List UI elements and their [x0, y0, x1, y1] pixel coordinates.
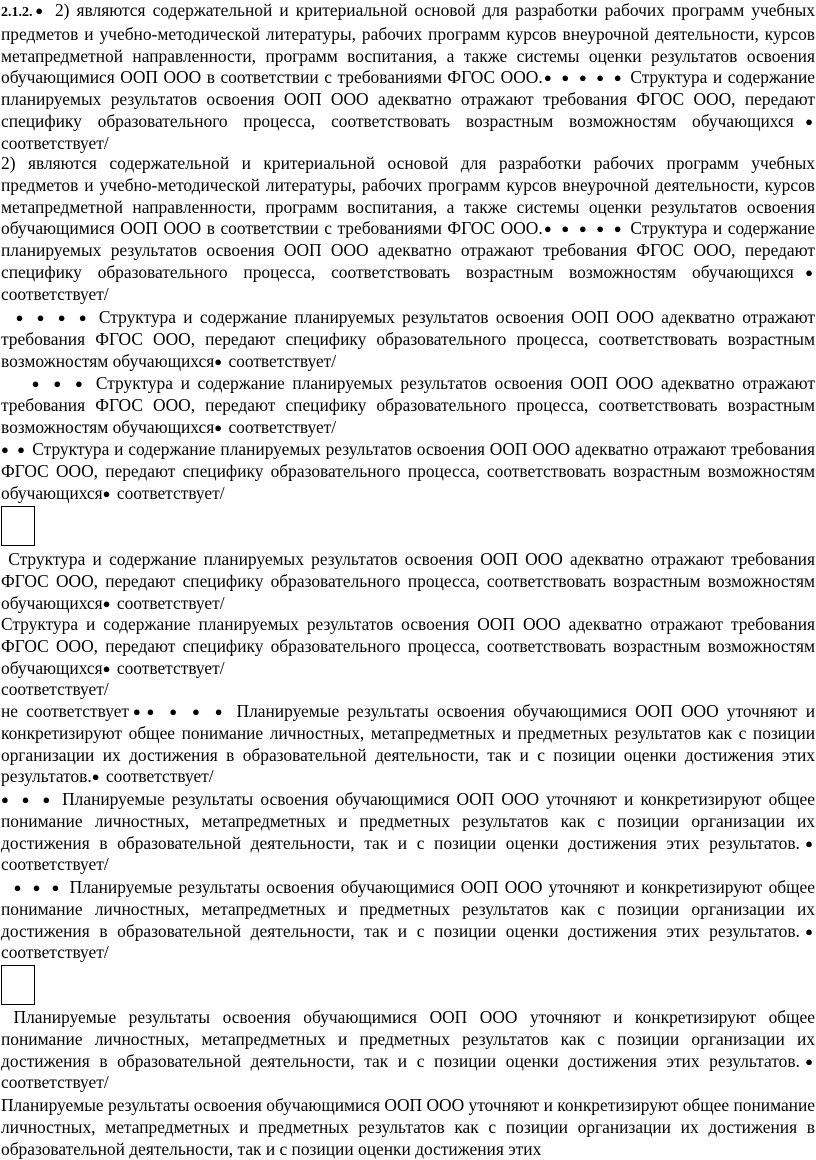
paragraph-results-3 [1, 789, 815, 876]
results-statement: Планируемые результаты освоения обучающимися ООП ООО уточняют и конкретизируют общее понимание личностных, метапредметных и предметных результатов как с позиции организации их достижения в образовательной деятельности, так и с позиции оценки достижения этих результатов. [1, 1007, 815, 1071]
answer-match: соответствует/ [228, 350, 337, 371]
answer-match: соответствует/ [1, 679, 109, 699]
bullet-marker: ● [91, 769, 102, 785]
bullet-marker: ● [799, 1053, 815, 1069]
results-statement: Планируемые результаты освоения обучающимися ООП ООО уточняют и конкретизируют общее понимание личностных, метапредметных и предметных результатов как с позиции организации их достижения в образовательной деятельности, так и с позиции оценки достижения этих результатов. [1, 877, 815, 941]
answer-match: соответствует/ [228, 416, 337, 437]
bullet-group: ● ● ● ● ● [542, 221, 625, 237]
standalone-answer [1, 679, 815, 701]
answer-match: соответствует/ [1, 854, 109, 875]
paragraph-item2-first [1, 0, 815, 155]
results-statement-cut: Планируемые результаты освоения обучающимися ООП ООО уточняют и конкретизируют общее понимание личностных, метапредметных и предметных результатов как с позиции организации их достижения в образовательной деятельности, так и с позиции оценки достижения этих [1, 1095, 815, 1159]
paragraph-results-3b [1, 877, 815, 964]
bullet-marker: ● [129, 704, 147, 719]
bullet-group: ● ● ● [1, 792, 55, 807]
bullet-group: ● ● ● [13, 880, 64, 895]
answer-match: соответствует/ [1, 942, 109, 963]
structure-statement: Структура и содержание планируемых результатов освоения ООП ООО адекватно отражают требования ФГОС ООО, передают специфику образовательного процесса, соответствовать возрастным возможностям обучающихся [1, 218, 815, 282]
answer-match: соответствует/ [116, 592, 225, 613]
answer-nomatch: не соответствует [1, 701, 130, 721]
bullet-group: ● ● ● ● [15, 310, 92, 325]
bullet-group: ● ● ● [31, 376, 89, 391]
empty-checkbox[interactable] [1, 965, 35, 1005]
bullet-marker: ● [799, 835, 815, 851]
paragraph-structure-4 [1, 307, 815, 372]
answer-match: соответствует/ [1, 1072, 109, 1093]
paragraph-structure-plain [1, 549, 815, 614]
bullet-marker: ● [102, 660, 113, 676]
paragraph-structure-3 [1, 373, 815, 438]
structure-statement: Структура и содержание планируемых результатов освоения ООП ООО адекватно отражают требования ФГОС ООО, передают специфику образовательного процесса, соответствовать возрастным возможностям обучающихся [1, 307, 815, 371]
structure-statement: Структура и содержание планируемых результатов освоения ООП ООО адекватно отражают требования ФГОС ООО, передают специфику образовательного процесса, соответствовать возрастным возможностям обучающихся [1, 373, 815, 437]
bullet-group: ● ● ● ● ● [542, 70, 625, 86]
structure-statement: Структура и содержание планируемых результатов освоения ООП ООО адекватно отражают требования ФГОС ООО, передают специфику образовательного процесса, соответствовать возрастным возможностям обучающихся [1, 614, 815, 678]
bullet-group: ● ● ● ● [146, 704, 229, 719]
paragraph-results-nomatch [1, 701, 815, 788]
results-statement: Планируемые результаты освоения обучающимися ООП ООО уточняют и конкретизируют общее понимание личностных, метапредметных и предметных результатов как с позиции организации их достижения в образовательной деятельности, так и с позиции оценки достижения этих результатов. [1, 789, 815, 853]
answer-match: соответствует/ [116, 657, 225, 678]
structure-statement: Структура и содержание планируемых результатов освоения ООП ООО адекватно отражают требования ФГОС ООО, передают специфику образовательного процесса, соответствовать возрастным возможностям обучающихся [1, 549, 815, 613]
paragraph-item2-second [1, 153, 815, 306]
bullet-marker: ● [32, 3, 48, 18]
bullet-marker: ● [102, 485, 113, 501]
bullet-group: ● ● [1, 442, 28, 457]
answer-match: соответствует/ [105, 766, 214, 787]
paragraph-structure-2 [1, 439, 815, 504]
section-number: 2.1.2. [1, 5, 33, 20]
bullet-marker: ● [214, 353, 225, 369]
paragraph-results-plain [1, 1007, 815, 1094]
bullet-marker: ● [793, 113, 815, 129]
empty-checkbox[interactable] [1, 506, 35, 546]
item2-text: 2) являются содержательной и критериальной основой для разработки рабочих программ учебных предметов и учебно-методической литературы, рабочих программ курсов внеурочной деятельности, курсов метапредметной направленности, программ воспитания, а также системы оценки результатов освоения обучающимися ООП ООО в соответствии с требованиями ФГОС ООО. [1, 0, 815, 88]
answer-match: соответствует/ [1, 132, 109, 153]
answer-match: соответствует/ [1, 283, 109, 304]
bullet-marker: ● [214, 419, 225, 435]
paragraph-results-cut [1, 1095, 815, 1160]
item2-text: 2) являются содержательной и критериальной основой для разработки рабочих программ учебных предметов и учебно-методической литературы, рабочих программ курсов внеурочной деятельности, курсов метапредметной направленности, программ воспитания, а также системы оценки результатов освоения обучающимися ООП ООО в соответствии с требованиями ФГОС ООО. [1, 153, 815, 239]
answer-match: соответствует/ [116, 482, 225, 503]
results-statement: Планируемые результаты освоения обучающимися ООП ООО уточняют и конкретизируют общее понимание личностных, метапредметных и предметных результатов как с позиции организации их достижения в образовательной деятельности, так и с позиции оценки достижения этих результатов. [1, 701, 815, 787]
bullet-marker: ● [799, 923, 815, 939]
structure-statement: Структура и содержание планируемых результатов освоения ООП ООО адекватно отражают требования ФГОС ООО, передают специфику образовательного процесса, соответствовать возрастным возможностям обучающихся [1, 67, 815, 131]
paragraph-structure-plain-2 [1, 614, 815, 679]
structure-statement: Структура и содержание планируемых результатов освоения ООП ООО адекватно отражают требования ФГОС ООО, передают специфику образовательного процесса, соответствовать возрастным возможностям обучающихся [1, 439, 815, 503]
bullet-marker: ● [102, 595, 113, 611]
bullet-marker: ● [793, 264, 815, 280]
